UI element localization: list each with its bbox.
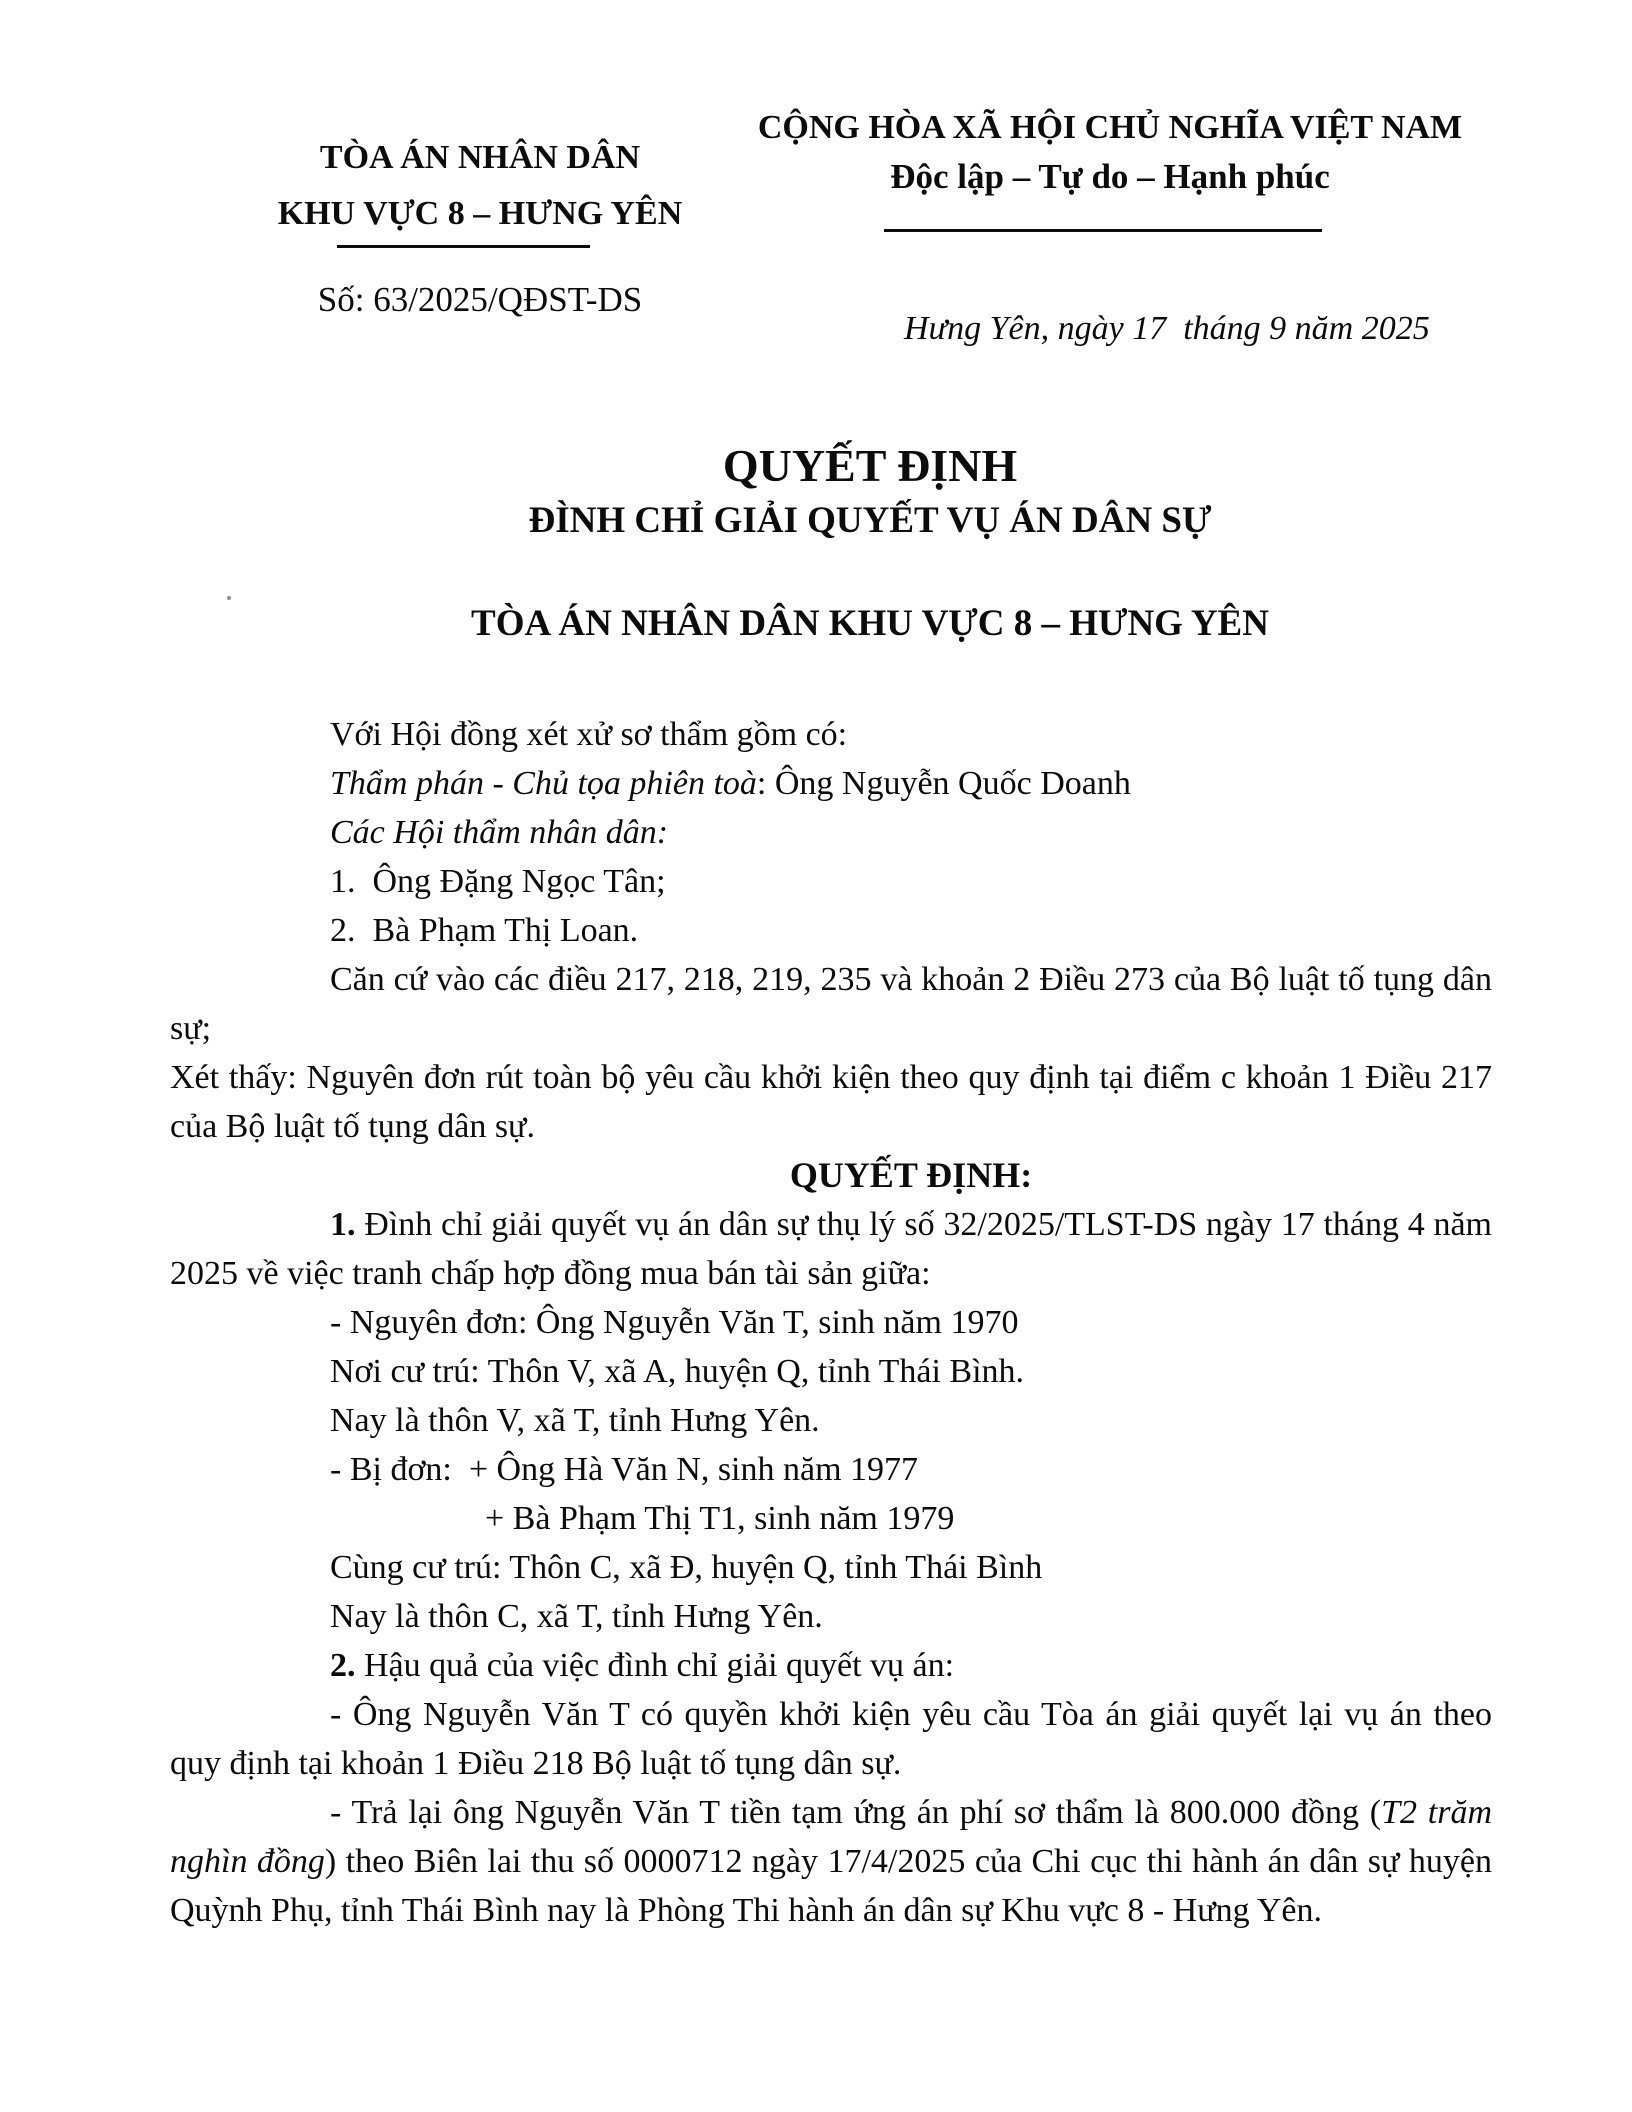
plaintiff-address-2: Nay là thôn V, xã T, tỉnh Hưng Yên. [330, 1402, 820, 1439]
legal-basis-paragraph: Căn cứ vào các điều 217, 218, 219, 235 và khoản 2 Điều 273 của Bộ luật tố tụng dân sự; [170, 961, 1492, 1047]
document-body [170, 710, 1492, 1935]
national-motto: Độc lập – Tự do – Hạnh phúc [890, 157, 1330, 196]
scan-artifact-speck [227, 596, 231, 600]
place-date-line: Hưng Yên, ngày 17 tháng 9 năm 2025 [904, 310, 1430, 347]
document-number: Số: 63/2025/QĐST-DS [317, 280, 643, 319]
finding-paragraph: Xét thấy: Nguyên đơn rút toàn bộ yêu cầu khởi kiện theo quy định tại điểm c khoản 1 Điều 217 của Bộ luật tố tụng dân sự. [170, 1059, 1492, 1145]
court-name-line1: TÒA ÁN NHÂN DÂN [319, 139, 641, 176]
motto-underline [884, 229, 1322, 232]
court-name-underline [337, 245, 590, 248]
item-1-text: Đình chỉ giải quyết vụ án dân sự thụ lý số 32/2025/TLST-DS ngày 17 tháng 4 năm 2025 về việc tranh chấp hợp đồng mua bán tài sản giữa: [170, 1206, 1492, 1292]
consequence-2-part1: - Trả lại ông Nguyễn Văn T tiền tạm ứng án phí sơ thẩm là 800.000 đồng ( [330, 1794, 1382, 1831]
decision-title: QUYẾT ĐỊNH [722, 440, 1018, 491]
decision-item-2 [170, 1641, 1492, 1690]
consequence-2-part2: ) theo Biên lai thu số 0000712 ngày 17/4/2025 của Chi cục thi hành án dân sự huyện Quỳnh Phụ, tỉnh Thái Bình nay là Phòng Thi hành án dân sự Khu vực 8 - Hưng Yên. [170, 1843, 1492, 1929]
panel-intro-line: Với Hội đồng xét xử sơ thẩm gồm có: [330, 716, 848, 753]
judge-name: : Ông Nguyễn Quốc Doanh [756, 765, 1131, 802]
defendant-address-1: Cùng cư trú: Thôn C, xã Đ, huyện Q, tỉnh Thái Bình [330, 1549, 1043, 1586]
amount-in-words: T2 trăm nghìn đồng [170, 1794, 1492, 1880]
assessor-1-line: 1. Ông Đặng Ngọc Tân; [330, 863, 666, 900]
decision-subtitle: ĐÌNH CHỈ GIẢI QUYẾT VỤ ÁN DÂN SỰ [528, 500, 1212, 541]
court-name-line2: KHU VỰC 8 – HƯNG YÊN [277, 195, 683, 232]
decision-item-1 [170, 1200, 1492, 1298]
assessors-label-line: Các Hội thẩm nhân dân: [330, 814, 669, 851]
plaintiff-line: - Nguyên đơn: Ông Nguyễn Văn T, sinh năm 1970 [330, 1304, 1019, 1341]
decides-heading: QUYẾT ĐỊNH: [789, 1155, 1033, 1195]
consequence-paragraph-2 [170, 1788, 1492, 1935]
item-1-number: 1. [330, 1206, 356, 1243]
assessor-2-line: 2. Bà Phạm Thị Loan. [330, 912, 639, 949]
judge-line [170, 759, 1492, 808]
consequence-paragraph-1: - Ông Nguyễn Văn T có quyền khởi kiện yêu cầu Tòa án giải quyết lại vụ án theo quy định tại khoản 1 Điều 218 Bộ luật tố tụng dân sự. [170, 1696, 1492, 1782]
plaintiff-address-1: Nơi cư trú: Thôn V, xã A, huyện Q, tỉnh Thái Bình. [330, 1353, 1025, 1390]
item-2-text: Hậu quả của việc đình chỉ giải quyết vụ án: [355, 1647, 955, 1684]
defendant-address-2: Nay là thôn C, xã T, tỉnh Hưng Yên. [330, 1598, 823, 1635]
country-name: CỘNG HÒA XÃ HỘI CHỦ NGHĨA VIỆT NAM [757, 109, 1463, 146]
item-2-number: 2. [330, 1647, 356, 1684]
issuing-court-block [170, 130, 790, 242]
national-header-block [745, 106, 1475, 200]
judge-label: Thẩm phán - Chủ tọa phiên toà [330, 765, 757, 802]
defendant-line-1: - Bị đơn: + Ông Hà Văn N, sinh năm 1977 [330, 1451, 919, 1488]
defendant-line-2: + Bà Phạm Thị T1, sinh năm 1979 [485, 1500, 955, 1537]
court-heading: TÒA ÁN NHÂN DÂN KHU VỰC 8 – HƯNG YÊN [471, 603, 1269, 644]
